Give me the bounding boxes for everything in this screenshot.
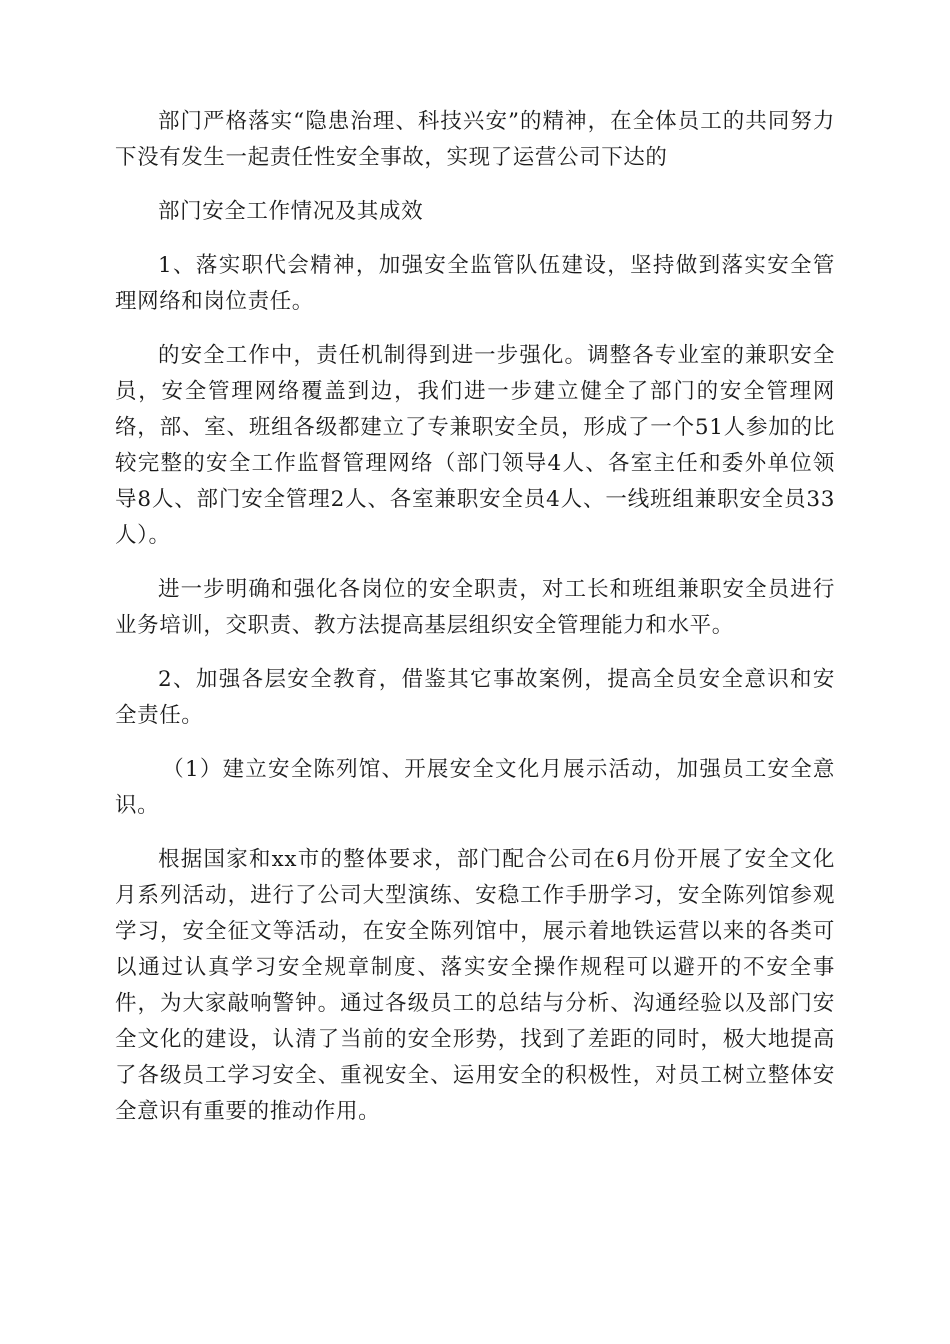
item-1-heading: 1、落实职代会精神，加强安全监管队伍建设，坚持做到落实安全管理网络和岗位责任。 [115,253,835,314]
document-page [115,104,835,1148]
item-2-heading: 2、加强各层安全教育，借鉴其它事故案例，提高全员安全意识和安全责任。 [115,667,835,728]
paragraph-duties-training: 进一步明确和强化各岗位的安全职责，对工长和班组兼职安全员进行业务培训，交职责、教方法提高基层组织安全管理能力和水平。 [115,577,835,638]
paragraph-intro: 部门严格落实“隐患治理、科技兴安”的精神，在全体员工的共同努力下没有发生一起责任性安全事故，实现了运营公司下达的 [115,109,835,170]
paragraph-culture-month: 根据国家和xx市的整体要求，部门配合公司在6月份开展了安全文化月系列活动，进行了公司大型演练、安稳工作手册学习，安全陈列馆参观学习，安全征文等活动，在安全陈列馆中，展示着地铁运营以来的各类可以通过认真学习安全规章制度、落实安全操作规程可以避开的不安全事件，为大家敲响警钟。通过各级员工的总结与分析、沟通经验以及部门安全文化的建设，认清了当前的安全形势，找到了差距的同时，极大地提高了各级员工学习安全、重视安全、运用安全的积极性，对员工树立整体安全意识有重要的推动作用。 [115,847,835,1124]
subitem-1-heading: （1）建立安全陈列馆、开展安全文化月展示活动，加强员工安全意识。 [115,757,835,818]
paragraph-safety-network: 的安全工作中，责任机制得到进一步强化。调整各专业室的兼职安全员，安全管理网络覆盖到边，我们进一步建立健全了部门的安全管理网络，部、室、班组各级都建立了专兼职安全员，形成了一个51人参加的比较完整的安全工作监督管理网络（部门领导4人、各室主任和委外单位领导8人、部门安全管理2人、各室兼职安全员4人、一线班组兼职安全员33人）。 [115,343,835,548]
section-heading: 部门安全工作情况及其成效 [158,199,424,224]
